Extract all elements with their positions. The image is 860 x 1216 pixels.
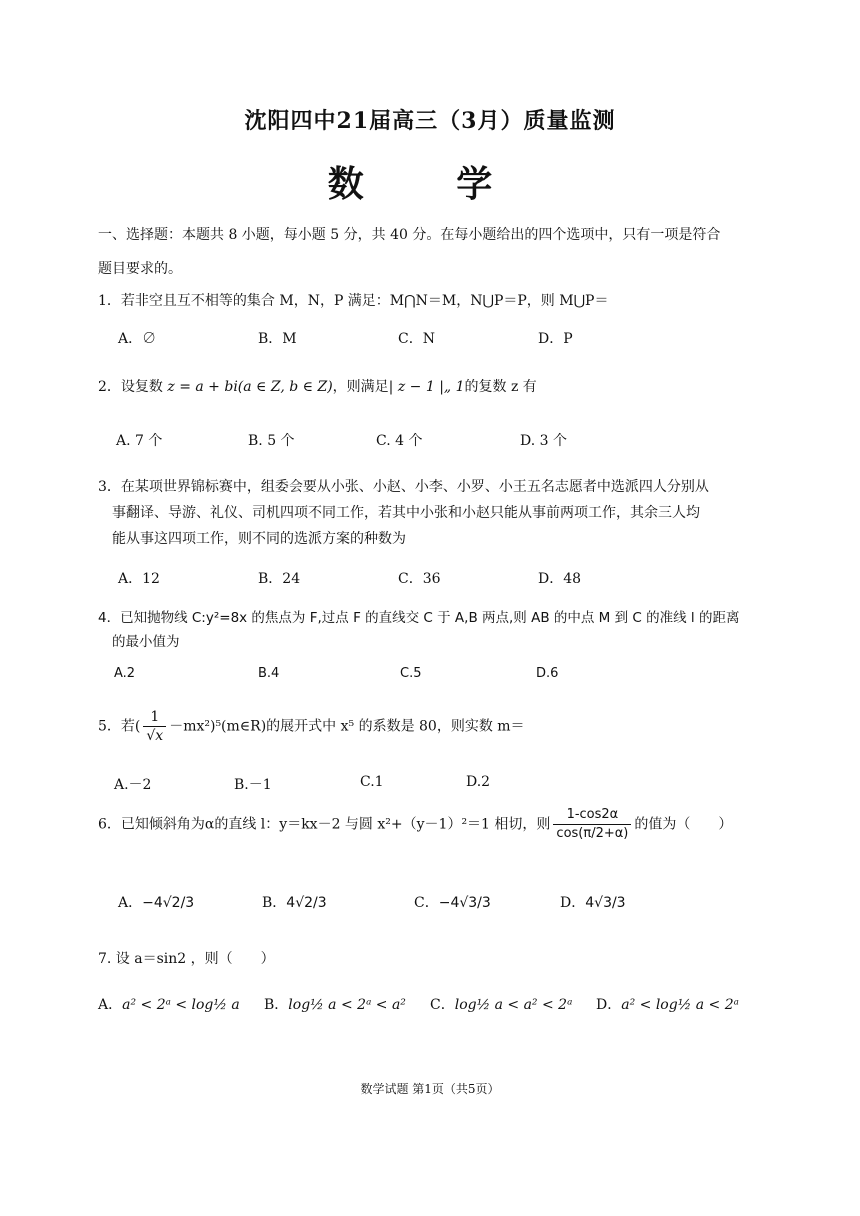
section-intro-line1: 一、选择题：本题共 8 小题，每小题 5 分，共 40 分。在每小题给出的四个选项中，只有一项是符合 <box>98 227 721 243</box>
subject-heading: 数 学 <box>327 163 533 205</box>
q5-fraction <box>143 708 166 745</box>
q6-option-c-label: C． <box>414 895 439 911</box>
q5-frac-den: √x <box>146 728 164 744</box>
q3-option-b: B．24 <box>258 571 301 587</box>
q4-line2: 的最小值为 <box>112 634 180 650</box>
q4-option-c: C.5 <box>400 666 422 681</box>
section-intro-line2: 题目要求的。 <box>98 261 182 277</box>
q6-frac-num: 1-cos2α <box>553 806 631 825</box>
q6-stem <box>98 806 780 843</box>
q3-option-d: D．48 <box>538 571 582 587</box>
q7-option-d-value: a² < log½ a < 2ᵃ <box>621 997 739 1013</box>
q6-option-a <box>118 892 194 912</box>
q7-option-c-label: C． <box>430 997 455 1013</box>
q6-option-d-label: D． <box>560 895 586 911</box>
q3-line3: 能从事这四项工作，则不同的选派方案的种数为 <box>112 531 406 547</box>
q1-stem: 1．若非空且互不相等的集合 M，N，P 满足：M⋂N＝M，N⋃P＝P，则 M⋃P＝ <box>98 293 609 309</box>
q6-stem-text: 6．已知倾斜角为α的直线 l：y＝kx－2 与圆 x²+（y－1）²＝1 相切，则 <box>98 816 551 833</box>
q4-line1: 4．已知抛物线 C:y²=8x 的焦点为 F,过点 F 的直线交 C 于 A,B 两点,则 AB 的中点 M 到 C 的准线 l 的距离 <box>98 610 740 626</box>
q6-option-d-value: 4√3/3 <box>585 895 626 911</box>
q7-option-d <box>596 994 739 1014</box>
q6-option-a-label: A． <box>118 895 143 911</box>
q3-line1: 3．在某项世界锦标赛中，组委会要从小张、小赵、小李、小罗、小王五名志愿者中选派四人分别从 <box>98 479 709 495</box>
q6-option-b <box>262 892 327 912</box>
q2-option-a: A. 7 个 <box>116 433 163 449</box>
q6-fraction <box>553 806 631 843</box>
q7-option-a-value: a² < 2ᵃ < log½ a <box>122 997 240 1013</box>
q5-option-a: A.－2 <box>114 777 152 793</box>
q3-option-c: C．36 <box>398 571 441 587</box>
q6-option-b-value: 4√2/3 <box>286 895 327 911</box>
page-footer: 数学试题 第1页（共5页） <box>360 1082 500 1096</box>
q6-option-a-value: −4√2/3 <box>142 895 195 911</box>
q7-option-d-label: D． <box>596 997 622 1013</box>
q3-option-a: A．12 <box>118 571 160 587</box>
q3-line2: 事翻译、导游、礼仪、司机四项不同工作，若其中小张和小赵只能从事前两项工作，其余三人均 <box>112 505 700 521</box>
q6-option-d <box>560 892 626 912</box>
q5-option-d: D.2 <box>466 774 491 790</box>
q1-option-d: D．P <box>538 331 573 347</box>
q1-option-b: B．M <box>258 331 297 347</box>
q1-option-a: A．∅ <box>118 331 157 347</box>
q2-stem <box>98 376 780 396</box>
q2-math-condition: | z − 1 |„ 1 <box>388 379 465 395</box>
q7-option-a <box>98 994 240 1014</box>
q5-prefix: 5．若( <box>98 718 141 735</box>
q6-option-b-label: B． <box>262 895 287 911</box>
q7-option-b-label: B． <box>264 997 289 1013</box>
q5-frac-num: 1 <box>143 708 166 727</box>
q6-option-c <box>414 892 491 912</box>
q4-option-a: A.2 <box>114 666 136 681</box>
q7-option-c-value: log½ a < a² < 2ᵃ <box>454 997 573 1013</box>
q4-option-d: D.6 <box>536 666 559 681</box>
q2-mid: ，则满足 <box>332 379 389 395</box>
q2-option-d: D. 3 个 <box>520 433 567 449</box>
q2-prefix: 2．设复数 <box>98 379 163 395</box>
q4-option-b: B.4 <box>258 666 280 681</box>
q5-stem <box>98 708 780 745</box>
q6-frac-den: cos(π/2+α) <box>556 826 629 841</box>
q5-option-c: C.1 <box>360 774 384 790</box>
q6-suffix: 的值为（ ） <box>634 816 733 833</box>
q2-option-c: C. 4 个 <box>376 433 423 449</box>
exam-title: 沈阳四中21届高三（3月）质量监测 <box>244 108 616 134</box>
q5-suffix: －mx²)⁵(m∈R)的展开式中 x⁵ 的系数是 80，则实数 m＝ <box>169 718 525 735</box>
q7-option-a-label: A． <box>98 997 123 1013</box>
q7-option-b <box>264 994 406 1014</box>
q6-option-c-value: −4√3/3 <box>438 895 491 911</box>
q2-math-z: z = a + bi(a ∈ Z, b ∈ Z) <box>167 379 333 395</box>
q1-option-c: C．N <box>398 331 435 347</box>
q5-option-b: B.－1 <box>234 777 272 793</box>
q2-option-b: B. 5 个 <box>248 433 295 449</box>
q2-suffix: 的复数 z 有 <box>464 379 537 395</box>
q7-option-c <box>430 994 572 1014</box>
q7-stem: 7. 设 a＝sin2 ，则（ ） <box>98 951 275 967</box>
q7-option-b-value: log½ a < 2ᵃ < a² <box>288 997 406 1013</box>
